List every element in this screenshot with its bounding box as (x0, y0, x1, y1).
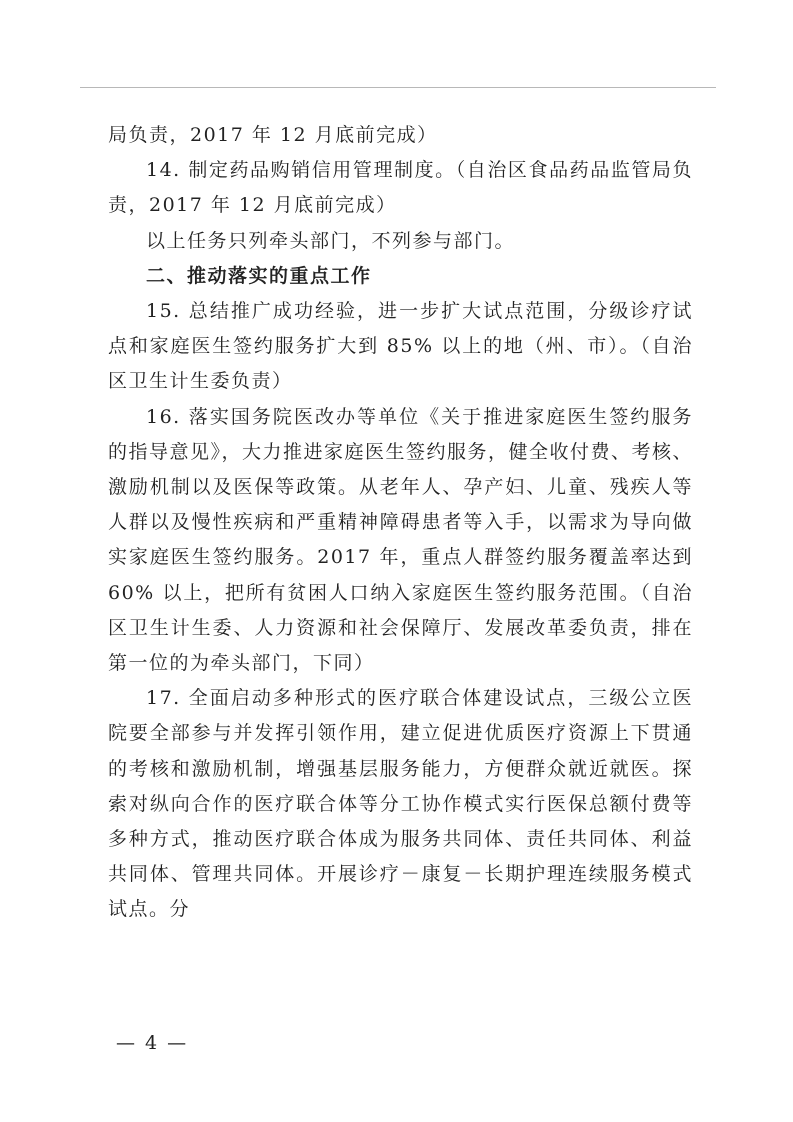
document-body (108, 118, 693, 928)
paragraph-note: 以上任务只列牵头部门，不列参与部门。 (146, 229, 516, 252)
paragraph-item-14: 14. 制定药品购销信用管理制度。（自治区食品药品监管局负责，2017 年 12 月底前完成） (108, 159, 693, 217)
paragraph-item-15: 15. 总结推广成功经验，进一步扩大试点范围，分级诊疗试点和家庭医生签约服务扩大到 85% 以上的地（州、市）。（自治区卫生计生委负责） (108, 300, 693, 393)
page-number: — 4 — (116, 1032, 189, 1054)
paragraph-item-16: 16. 落实国务院医改办等单位《关于推进家庭医生签约服务的指导意见》，大力推进家庭医生签约服务，健全收付费、考核、激励机制以及医保等政策。从老年人、孕产妇、儿童、残疾人等人群以及慢性疾病和严重精神障碍患者等入手，以需求为导向做实家庭医生签约服务。2017 年，重点人群签约服务覆盖率达到 60% 以上，把所有贫困人口纳入家庭医生签约服务范围。（自治区卫生计生委、人力资源和社会保障厅、发展改革委负责，排在第一位的为牵头部门，下同） (108, 405, 694, 675)
header-rule (80, 87, 716, 88)
section-heading: 二、推动落实的重点工作 (146, 264, 372, 287)
paragraph-continuation: 局负责，2017 年 12 月底前完成） (108, 124, 438, 146)
paragraph-item-17: 17. 全面启动多种形式的医疗联合体建设试点，三级公立医院要全部参与并发挥引领作用，建立促进优质医疗资源上下贯通的考核和激励机制，增强基层服务能力，方便群众就近就医。探索对纵向合作的医疗联合体等分工协作模式实行医保总额付费等多种方式，推动医疗联合体成为服务共同体、责任共同体、利益共同体、管理共同体。开展诊疗－康复－长期护理连续服务模式试点。分 (108, 687, 693, 921)
